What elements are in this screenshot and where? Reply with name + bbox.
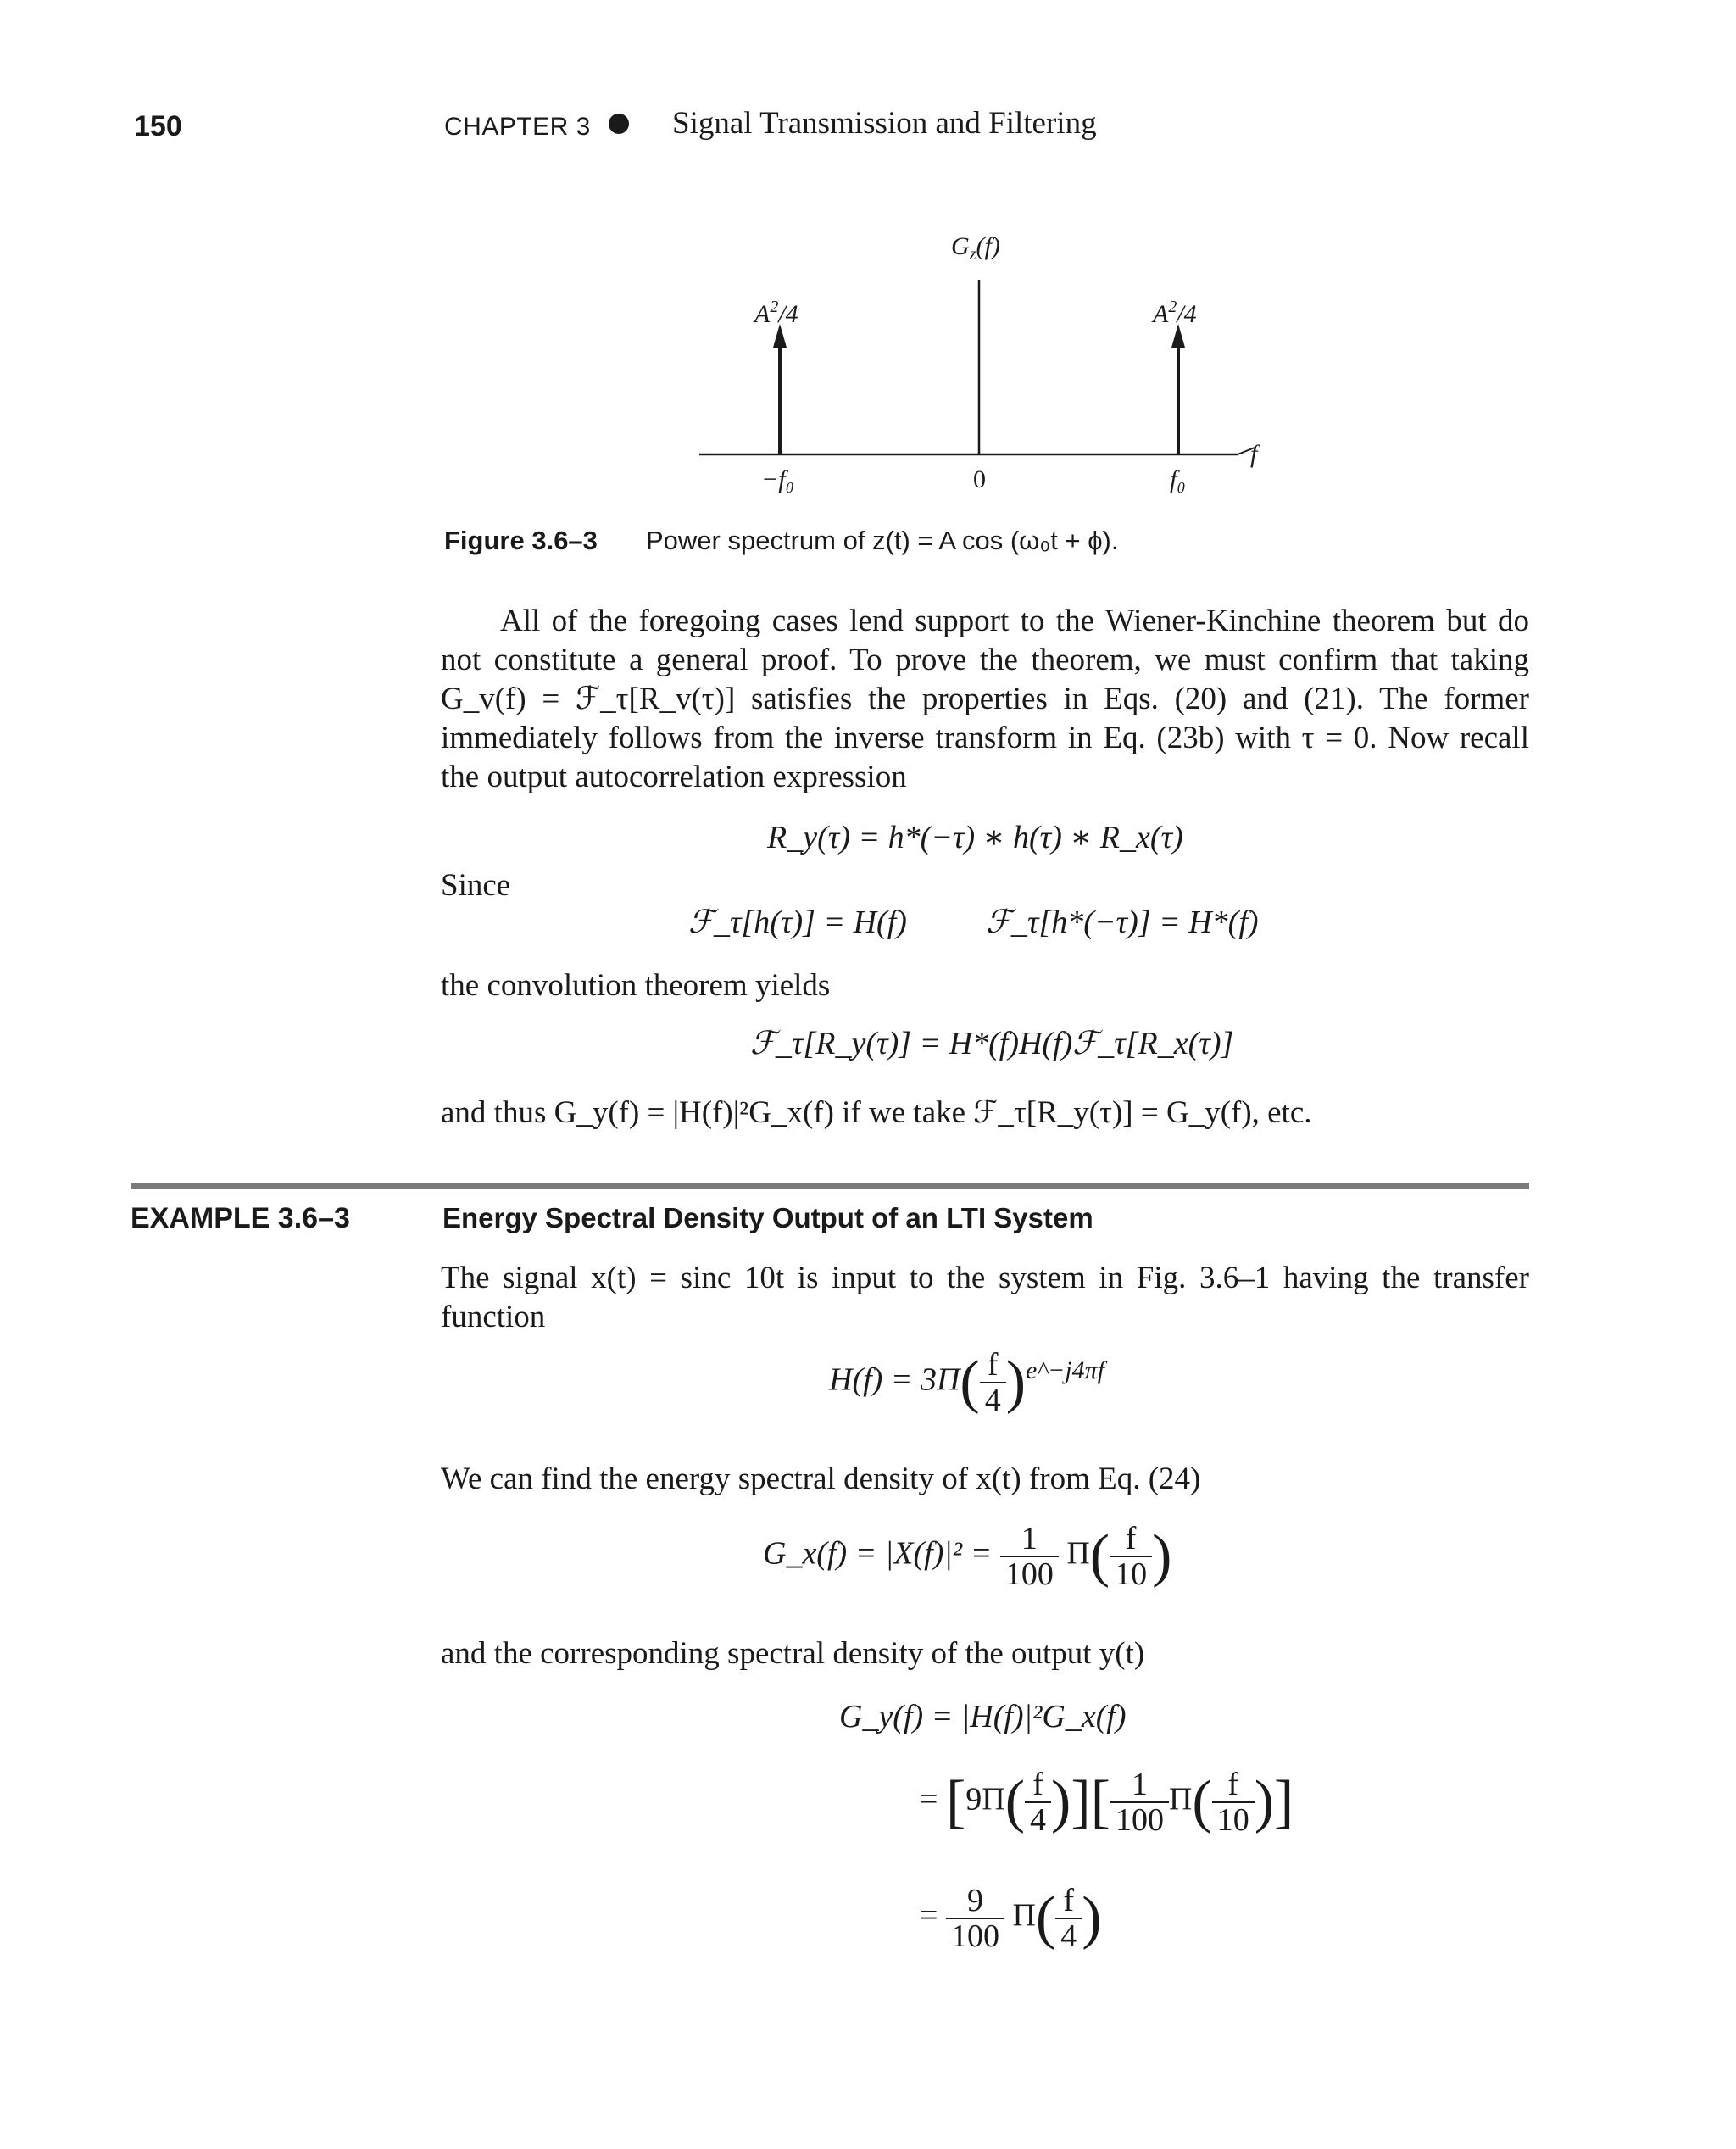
- impulse-right-label: $A^2/4$: [1153, 298, 1197, 328]
- and-thus-text: and thus G_y(f) = |H(f)|²G_x(f) if we take ℱ_τ[R_y(τ)] = G_y(f), etc.: [441, 1095, 1312, 1130]
- equation-f-hstar: ℱ_τ[h*(−τ)] = H*(f): [986, 905, 1259, 940]
- equation-gy-line1: G_y(f) = |H(f)|²G_x(f): [839, 1699, 1127, 1734]
- impulse-right: [1171, 324, 1185, 454]
- equation-convolution: ℱ_τ[R_y(τ)] = H*(f)H(f)ℱ_τ[R_x(τ)]: [750, 1026, 1234, 1061]
- tick-neg-f0: −f₀: [761, 465, 795, 493]
- equation-f-h: ℱ_τ[h(τ)] = H(f): [688, 905, 907, 940]
- since-text: Since: [441, 868, 511, 903]
- energy-text: We can find the energy spectral density of x(t) from Eq. (24): [441, 1461, 1201, 1496]
- figure-label: Figure 3.6–3: [444, 526, 598, 555]
- output-text: and the corresponding spectral density of the output y(t): [441, 1636, 1145, 1671]
- equation-ry: R_y(τ) = h*(−τ) ∗ h(τ) ∗ R_x(τ): [767, 820, 1183, 855]
- convolution-text: the convolution theorem yields: [441, 968, 831, 1003]
- tick-zero: 0: [973, 465, 986, 493]
- equation-transfer-function: H(f) = 3Π( $\frac{f}{4}$ )$^{e\^{}-j4\pi f}$: [829, 1347, 1104, 1418]
- figure-caption: Power spectrum of z(t) = A cos (ω₀t + ϕ).: [646, 526, 1119, 555]
- equation-gy-line3: = $\frac{9}{100}$ Π( $\frac{f}{4}$ ): [920, 1883, 1102, 1954]
- y-axis-label: $G_z(f)$: [951, 232, 1000, 264]
- body-paragraph: All of the foregoing cases lend support to the Wiener-Kinchine theorem but do not constitute a general proof. To prove the theorem, we must confirm that taking G_v(f) = ℱ_τ[R_v(τ)] satisfies the properties in Eqs. (20) and (21). The former immediately follows from the inverse transform in Eq. (23b) with τ = 0. Now recall the output autocorrelation expression: [441, 604, 1529, 794]
- header-bullet: [609, 114, 629, 134]
- example-title: Energy Spectral Density Output of an LTI System: [442, 1202, 1093, 1233]
- example-intro: The signal x(t) = sinc 10t is input to the system in Fig. 3.6–1 having the transfer function: [441, 1261, 1529, 1334]
- chapter-title: Signal Transmission and Filtering: [672, 106, 1097, 141]
- equation-gx: G_x(f) = |X(f)|² = $\frac{1}{100}$ Π( $\frac{f}{10}$ ): [763, 1521, 1172, 1592]
- power-spectrum-figure: [695, 229, 1288, 509]
- impulse-left: [773, 324, 787, 454]
- tick-pos-f0: f₀: [1170, 465, 1186, 493]
- example-label: EXAMPLE 3.6–3: [131, 1202, 350, 1234]
- chapter-label: CHAPTER 3: [444, 113, 591, 141]
- page-number: 150: [134, 110, 182, 142]
- equation-gy-line2: = [9Π( $\frac{f}{4}$ )][ $\frac{1}{100}$ Π( $\frac{f}{10}$ )]: [920, 1767, 1294, 1838]
- impulse-left-label: $A^2/4$: [754, 298, 798, 328]
- example-divider: [131, 1183, 1529, 1189]
- x-axis-label: f: [1250, 440, 1258, 468]
